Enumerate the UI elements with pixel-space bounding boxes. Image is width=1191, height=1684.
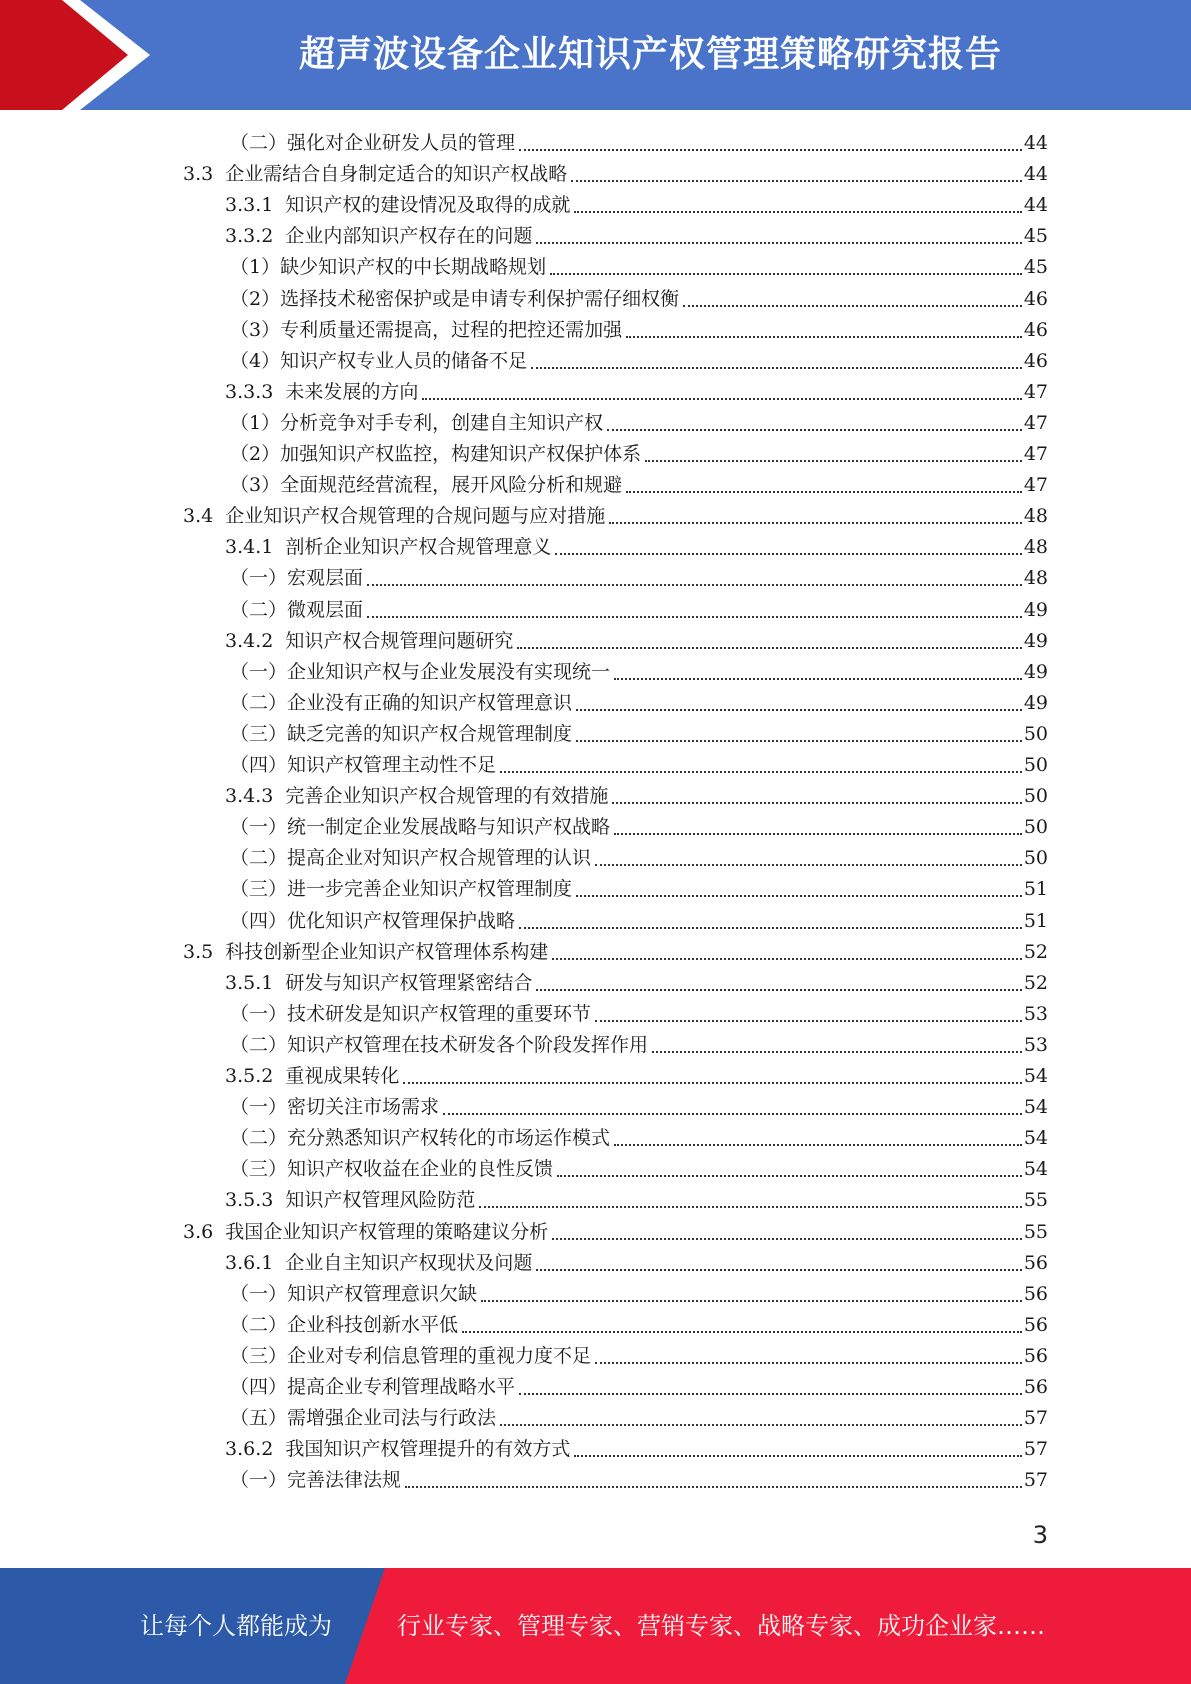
toc-entry[interactable] (183, 937, 1048, 968)
toc-dot-leader (612, 802, 1021, 804)
footer-slogan-right: 行业专家、管理专家、营销专家、战略专家、成功企业家…… (397, 1612, 1045, 1640)
toc-entry[interactable] (230, 719, 1048, 750)
toc-entry[interactable] (230, 284, 1048, 315)
toc-entry-title: 3.6.2 我国知识产权管理提升的有效方式 (225, 1434, 574, 1465)
toc-entry-page: 50 (1022, 719, 1048, 750)
toc-dot-leader (557, 1175, 1022, 1177)
toc-dot-leader (576, 740, 1022, 742)
toc-entry-title: 3.3.3 未来发展的方向 (225, 377, 422, 408)
toc-entry-title: （四）优化知识产权管理保护战略 (230, 906, 519, 937)
toc-dot-leader (550, 273, 1022, 275)
toc-entry-page: 50 (1022, 750, 1048, 781)
toc-entry-title: 3.3 企业需结合自身制定适合的知识产权战略 (183, 159, 571, 190)
toc-dot-leader (576, 709, 1022, 711)
toc-entry-page: 45 (1022, 252, 1048, 283)
toc-entry[interactable] (230, 1092, 1048, 1123)
toc-entry[interactable] (225, 1434, 1048, 1465)
toc-entry-page: 50 (1022, 812, 1048, 843)
toc-entry-page: 50 (1022, 781, 1048, 812)
toc-entry[interactable] (183, 1217, 1048, 1248)
toc-dot-leader (367, 616, 1022, 618)
toc-dot-leader (574, 211, 1021, 213)
toc-entry[interactable] (225, 1061, 1048, 1092)
toc-entry-page: 49 (1022, 657, 1048, 688)
toc-dot-leader (405, 1486, 1022, 1488)
toc-dot-leader (614, 678, 1022, 680)
toc-entry-title: （一）密切关注市场需求 (230, 1092, 443, 1123)
toc-entry[interactable] (230, 595, 1048, 626)
toc-entry[interactable] (230, 1279, 1048, 1310)
toc-entry-title: （二）强化对企业研发人员的管理 (230, 128, 519, 159)
toc-entry-title: （四）提高企业专利管理战略水平 (230, 1372, 519, 1403)
toc-entry-title: （二）企业没有正确的知识产权管理意识 (230, 688, 576, 719)
toc-entry-page: 54 (1022, 1092, 1048, 1123)
toc-entry-title: （一）企业知识产权与企业发展没有实现统一 (230, 657, 614, 688)
toc-entry-page: 53 (1022, 999, 1048, 1030)
toc-entry[interactable] (230, 1341, 1048, 1372)
toc-dot-leader (519, 927, 1022, 929)
toc-entry-page: 51 (1022, 906, 1048, 937)
toc-entry-page: 56 (1022, 1279, 1048, 1310)
toc-entry[interactable] (225, 1248, 1048, 1279)
toc-entry[interactable] (230, 1465, 1048, 1496)
toc-entry[interactable] (230, 1030, 1048, 1061)
toc-entry[interactable] (230, 252, 1048, 283)
toc-entry[interactable] (230, 999, 1048, 1030)
toc-dot-leader (595, 1362, 1022, 1364)
toc-entry[interactable] (230, 1372, 1048, 1403)
toc-entry[interactable] (230, 1403, 1048, 1434)
toc-entry-page: 46 (1022, 284, 1048, 315)
toc-entry[interactable] (230, 812, 1048, 843)
toc-entry-page: 54 (1022, 1061, 1048, 1092)
toc-entry-title: （一）宏观层面 (230, 563, 367, 594)
toc-entry[interactable] (230, 657, 1048, 688)
toc-entry[interactable] (230, 439, 1048, 470)
toc-entry-title: （三）缺乏完善的知识产权合规管理制度 (230, 719, 576, 750)
toc-entry-page: 56 (1022, 1310, 1048, 1341)
toc-dot-leader (576, 895, 1022, 897)
toc-dot-leader (536, 989, 1021, 991)
toc-dot-leader (481, 1300, 1022, 1302)
toc-entry[interactable] (230, 750, 1048, 781)
toc-entry-page: 46 (1022, 315, 1048, 346)
toc-entry-title: （2）加强知识产权监控，构建知识产权保护体系 (230, 439, 645, 470)
toc-dot-leader (652, 1051, 1022, 1053)
toc-entry-page: 57 (1022, 1434, 1048, 1465)
toc-entry[interactable] (230, 874, 1048, 905)
toc-entry-page: 44 (1022, 159, 1048, 190)
toc-dot-leader (571, 180, 1022, 182)
toc-entry-title: （二）提高企业对知识产权合规管理的认识 (230, 843, 595, 874)
toc-dot-leader (519, 149, 1022, 151)
toc-entry-title: （三）企业对专利信息管理的重视力度不足 (230, 1341, 595, 1372)
toc-entry-title: 3.3.1 知识产权的建设情况及取得的成就 (225, 190, 574, 221)
toc-entry-title: （二）微观层面 (230, 595, 367, 626)
toc-dot-leader (479, 1206, 1021, 1208)
toc-entry-page: 49 (1022, 626, 1048, 657)
toc-entry[interactable] (230, 346, 1048, 377)
toc-dot-leader (614, 1144, 1022, 1146)
toc-entry-page: 45 (1022, 221, 1048, 252)
toc-entry[interactable] (230, 906, 1048, 937)
toc-entry[interactable] (225, 968, 1048, 999)
toc-entry-title: 3.3.2 企业内部知识产权存在的问题 (225, 221, 536, 252)
toc-entry-page: 52 (1022, 937, 1048, 968)
toc-entry-page: 47 (1022, 470, 1048, 501)
toc-dot-leader (500, 1424, 1022, 1426)
toc-entry-title: （一）统一制定企业发展战略与知识产权战略 (230, 812, 614, 843)
toc-dot-leader (517, 647, 1021, 649)
toc-entry-title: （二）知识产权管理在技术研发各个阶段发挥作用 (230, 1030, 652, 1061)
toc-dot-leader (367, 584, 1022, 586)
toc-entry-page: 47 (1022, 408, 1048, 439)
toc-entry[interactable] (225, 1185, 1048, 1216)
toc-entry[interactable] (225, 377, 1048, 408)
page-footer (0, 1568, 1191, 1684)
toc-dot-leader (422, 398, 1021, 400)
toc-entry-title: （3）专利质量还需提高，过程的把控还需加强 (230, 315, 626, 346)
toc-entry[interactable] (183, 501, 1048, 532)
toc-entry[interactable] (230, 128, 1048, 159)
toc-dot-leader (683, 305, 1022, 307)
toc-dot-leader (595, 1020, 1022, 1022)
toc-entry-title: 3.5 科技创新型企业知识产权管理体系构建 (183, 937, 552, 968)
toc-entry-title: 3.6.1 企业自主知识产权现状及问题 (225, 1248, 536, 1279)
toc-entry-page: 54 (1022, 1123, 1048, 1154)
toc-entry[interactable] (230, 315, 1048, 346)
toc-entry-title: （五）需增强企业司法与行政法 (230, 1403, 500, 1434)
toc-entry[interactable] (225, 781, 1048, 812)
toc-entry[interactable] (230, 470, 1048, 501)
toc-dot-leader (626, 491, 1022, 493)
toc-entry-title: （1）分析竞争对手专利，创建自主知识产权 (230, 408, 607, 439)
toc-entry[interactable] (225, 221, 1048, 252)
toc-dot-leader (645, 460, 1022, 462)
page-number: 3 (1032, 1521, 1048, 1549)
toc-entry-title: 3.6 我国企业知识产权管理的策略建议分析 (183, 1217, 552, 1248)
toc-entry[interactable] (230, 408, 1048, 439)
toc-entry-title: 3.4.2 知识产权合规管理问题研究 (225, 626, 517, 657)
toc-entry[interactable] (230, 1154, 1048, 1185)
toc-entry[interactable] (230, 1123, 1048, 1154)
toc-entry-page: 44 (1022, 128, 1048, 159)
toc-dot-leader (403, 1082, 1021, 1084)
toc-dot-leader (555, 553, 1021, 555)
toc-entry-page: 55 (1022, 1217, 1048, 1248)
toc-entry-title: （2）选择技术秘密保护或是申请专利保护需仔细权衡 (230, 284, 683, 315)
toc-entry[interactable] (230, 563, 1048, 594)
toc-entry-title: （一）技术研发是知识产权管理的重要环节 (230, 999, 595, 1030)
toc-dot-leader (462, 1331, 1022, 1333)
toc-entry-page: 50 (1022, 843, 1048, 874)
toc-dot-leader (536, 242, 1021, 244)
toc-entry-title: （一）完善法律法规 (230, 1465, 405, 1496)
toc-dot-leader (574, 1455, 1021, 1457)
toc-entry[interactable] (225, 626, 1048, 657)
toc-entry-page: 57 (1022, 1403, 1048, 1434)
toc-entry-page: 56 (1022, 1372, 1048, 1403)
page-header (0, 0, 1191, 110)
toc-entry[interactable] (230, 688, 1048, 719)
toc-entry-page: 46 (1022, 346, 1048, 377)
toc-entry-title: 3.5.3 知识产权管理风险防范 (225, 1185, 479, 1216)
toc-entry-title: 3.4.1 剖析企业知识产权合规管理意义 (225, 532, 555, 563)
toc-dot-leader (443, 1113, 1022, 1115)
toc-entry-title: （3）全面规范经营流程，展开风险分析和规避 (230, 470, 626, 501)
toc-dot-leader (519, 1393, 1022, 1395)
toc-entry[interactable] (225, 190, 1048, 221)
toc-entry-title: （二）充分熟悉知识产权转化的市场运作模式 (230, 1123, 614, 1154)
toc-entry-title: （一）知识产权管理意识欠缺 (230, 1279, 481, 1310)
toc-entry-title: 3.5.2 重视成果转化 (225, 1061, 403, 1092)
toc-entry-page: 56 (1022, 1341, 1048, 1372)
toc-dot-leader (531, 367, 1022, 369)
toc-entry-title: （三）进一步完善企业知识产权管理制度 (230, 874, 576, 905)
toc-entry[interactable] (183, 159, 1048, 190)
toc-entry-title: （二）企业科技创新水平低 (230, 1310, 462, 1341)
toc-entry-page: 55 (1022, 1185, 1048, 1216)
toc-entry-title: 3.4.3 完善企业知识产权合规管理的有效措施 (225, 781, 612, 812)
toc-entry-page: 48 (1022, 563, 1048, 594)
toc-entry-page: 47 (1022, 439, 1048, 470)
toc-dot-leader (609, 522, 1022, 524)
toc-entry-page: 56 (1022, 1248, 1048, 1279)
toc-entry-page: 52 (1022, 968, 1048, 999)
toc-entry-title: 3.4 企业知识产权合规管理的合规问题与应对措施 (183, 501, 609, 532)
toc-entry-title: （三）知识产权收益在企业的良性反馈 (230, 1154, 557, 1185)
toc-dot-leader (595, 864, 1022, 866)
toc-entry-title: （1）缺少知识产权的中长期战略规划 (230, 252, 550, 283)
toc-entry[interactable] (230, 843, 1048, 874)
toc-dot-leader (552, 1238, 1022, 1240)
toc-entry-page: 51 (1022, 874, 1048, 905)
toc-entry[interactable] (225, 532, 1048, 563)
toc-entry-page: 49 (1022, 595, 1048, 626)
toc-entry-title: （四）知识产权管理主动性不足 (230, 750, 500, 781)
toc-dot-leader (536, 1269, 1021, 1271)
toc-entry-page: 57 (1022, 1465, 1048, 1496)
toc-entry-page: 47 (1022, 377, 1048, 408)
toc-entry[interactable] (230, 1310, 1048, 1341)
footer-slogan-left: 让每个人都能成为 (140, 1612, 332, 1640)
toc-entry-page: 53 (1022, 1030, 1048, 1061)
toc-dot-leader (552, 958, 1022, 960)
toc-entry-page: 49 (1022, 688, 1048, 719)
toc-entry-title: 3.5.1 研发与知识产权管理紧密结合 (225, 968, 536, 999)
toc-entry-page: 48 (1022, 532, 1048, 563)
toc-dot-leader (626, 336, 1022, 338)
toc-dot-leader (607, 429, 1022, 431)
toc-entry-page: 54 (1022, 1154, 1048, 1185)
report-title: 超声波设备企业知识产权管理策略研究报告 (298, 34, 1002, 75)
toc-dot-leader (500, 771, 1022, 773)
toc-entry-page: 44 (1022, 190, 1048, 221)
toc-entry-page: 48 (1022, 501, 1048, 532)
toc-dot-leader (614, 833, 1022, 835)
toc-entry-title: （4）知识产权专业人员的储备不足 (230, 346, 531, 377)
